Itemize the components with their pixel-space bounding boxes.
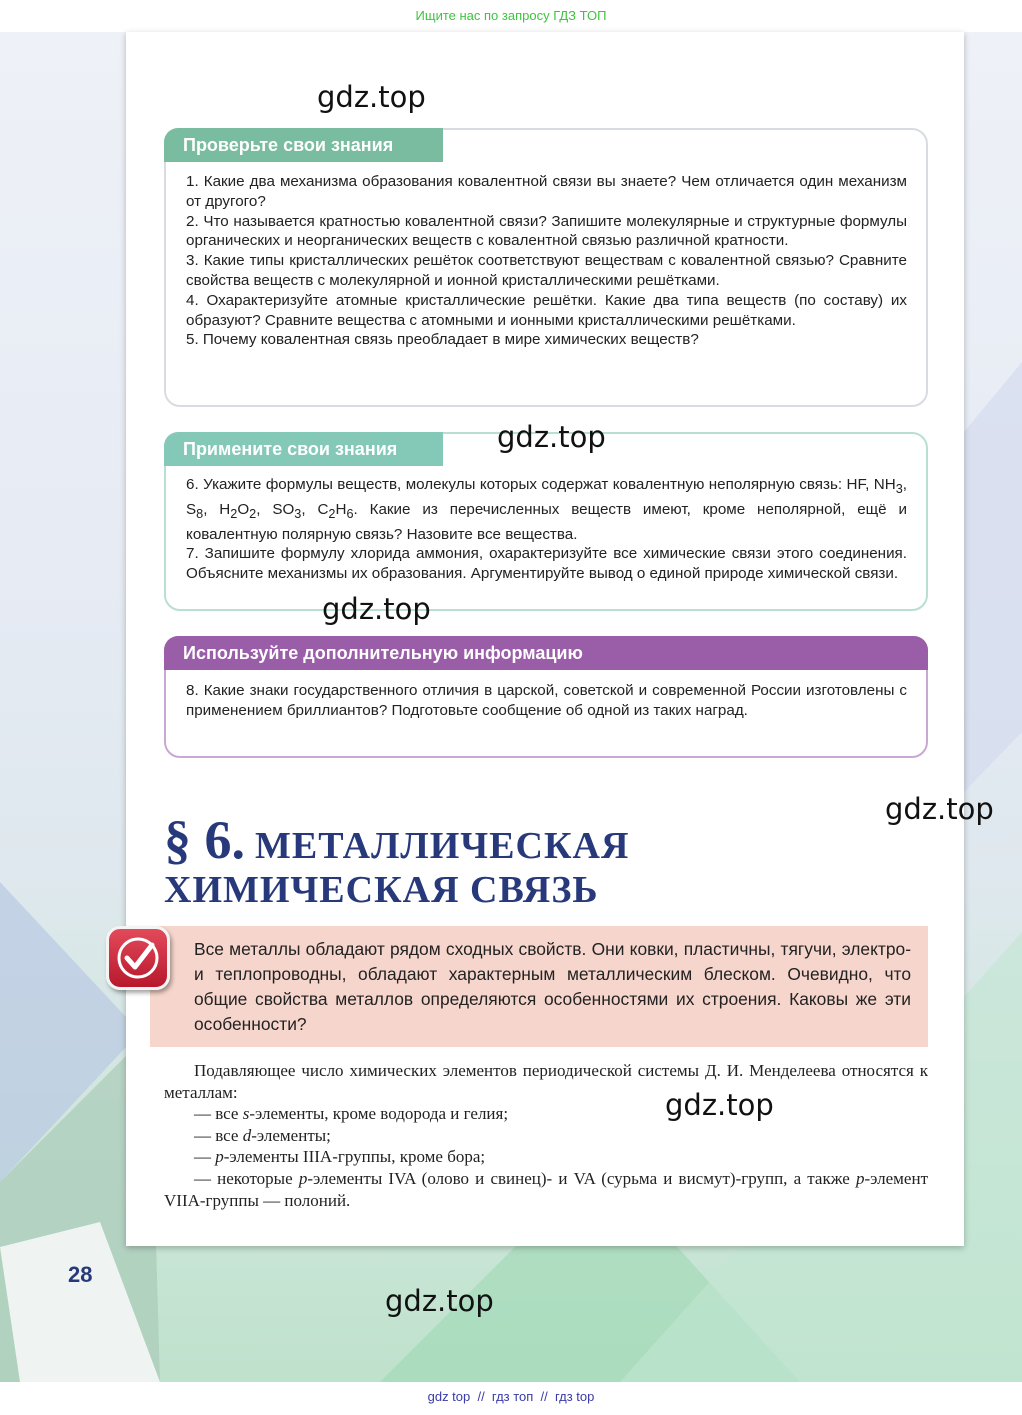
watermark-4: gdz.top [885,792,994,826]
watermark-2: gdz.top [497,420,606,454]
apply-knowledge-header: Примените свои знания [164,432,443,466]
list-item-4-a: — некоторые [194,1168,299,1188]
list-item-1-b: -элементы, кроме водорода и гелия; [249,1104,509,1124]
section-title [164,810,629,910]
list-item-4-i: p [298,1168,308,1188]
list-item-4-c: -элемент VIIA-группы — полоний. [164,1168,928,1210]
question-8: 8. Какие знаки государственного отличия в царской, советской и современной России изготовлены с применением бриллиантов? Подготовьте сообщение об одной из таких наград. [186,682,907,719]
list-item-2-i: d [242,1125,252,1145]
intro-box [150,926,928,1047]
question-3: 3. Какие типы кристаллических решёток соответствуют веществам с ковалентной связью? Сравните свойства веществ с молекулярной и ионной кристаллическими решётками. [186,252,907,289]
section-title-line1: МЕТАЛЛИЧЕСКАЯ [255,825,630,867]
top-banner [0,0,1022,32]
question-6: 6. Укажите формулы веществ, молекулы которых содержат ковалентную неполярную связь: HF, $NH_3$, $S_8$, $H_2O_2$, $SO_3$, $C_2H_6$. Какие из перечисленных веществ имеют, кроме неполярной, ещё и ковалентную полярную связь? Назовите все вещества. [186,476,907,543]
bottom-banner-text: gdz top // гдз топ // гдз top [427,1389,595,1404]
question-5: 5. Почему ковалентная связь преобладает в мире химических веществ? [186,331,699,349]
body-text [164,1060,928,1211]
list-item-3-a: — [194,1147,216,1167]
list-item-4-i2: p [855,1168,865,1188]
watermark-3: gdz.top [322,592,431,626]
extra-info-header: Используйте дополнительную информацию [164,636,928,670]
question-6-end: . Какие из перечисленных веществ имеют, кроме неполярной, ещё и ковалентную полярную связь? Назовите все вещества. [186,500,907,543]
intro-text: Все металлы обладают рядом сходных свойств. Они ковки, пластичны, тягучи, электро- и теплопроводны, обладают характерным металлическим блеском. Очевидно, что общие свойства металлов определяются особенностями их строения. Каковы же эти особенности? [194,939,911,1034]
section-title-line2: ХИМИЧЕСКАЯ СВЯЗЬ [164,869,599,911]
check-knowledge-header: Проверьте свои знания [164,128,443,162]
list-item-4-b: -элементы IVA (олово и свинец)- и VA (сурьма и висмут)-групп, а также [307,1168,856,1188]
extra-info-questions [186,681,907,721]
question-1: 1. Какие два механизма образования ковалентной связи вы знаете? Чем отличается один механизм от другого? [186,173,907,210]
question-4: 4. Охарактеризуйте атомные кристаллические решётки. Какие два типа веществ (по составу) их образуют? Сравните вещества с атомными и ионными кристаллическими решётками. [186,291,907,329]
list-item-3-i: p [215,1147,224,1167]
page-number: 28 [68,1262,93,1287]
list-item-3-b: -элементы IIIA-группы, кроме бора; [223,1147,486,1167]
question-2: 2. Что называется кратностью ковалентной связи? Запишите молекулярные и структурные формулы органических и неорганических веществ с ковалентной связью различной кратности. [186,212,907,250]
checkmark-svg [115,935,161,981]
list-item-1-i: s [242,1104,250,1124]
section-number: § 6. [164,810,245,870]
list-item [164,1125,928,1147]
checkmark-icon [106,926,170,990]
check-knowledge-questions [186,172,907,350]
top-banner-text: Ищите нас по запросу ГДЗ ТОП [415,8,607,23]
list-item [164,1146,928,1168]
list-item [164,1168,928,1211]
question-6-start: 6. Укажите формулы веществ, молекулы которых содержат ковалентную неполярную связь: HF, NH [186,476,896,493]
list-item-2-b: -элементы; [251,1125,331,1145]
question-7: 7. Запишите формулу хлорида аммония, охарактеризуйте все химические связи этого соединения. Объясните механизмы их образования. Аргументируйте вывод о единой природе химической связи. [186,545,907,583]
bottom-banner [0,1382,1022,1415]
watermark-1: gdz.top [317,80,426,114]
apply-knowledge-questions [186,475,907,584]
list-item [164,1103,928,1125]
list-item-2-a: — все [194,1125,243,1145]
body-intro: Подавляющее число химических элементов периодической системы Д. И. Менделеева относятся к металлам: [164,1061,928,1102]
list-item-1-a: — все [194,1104,243,1124]
watermark-6: gdz.top [385,1284,494,1318]
watermark-5: gdz.top [665,1088,774,1122]
